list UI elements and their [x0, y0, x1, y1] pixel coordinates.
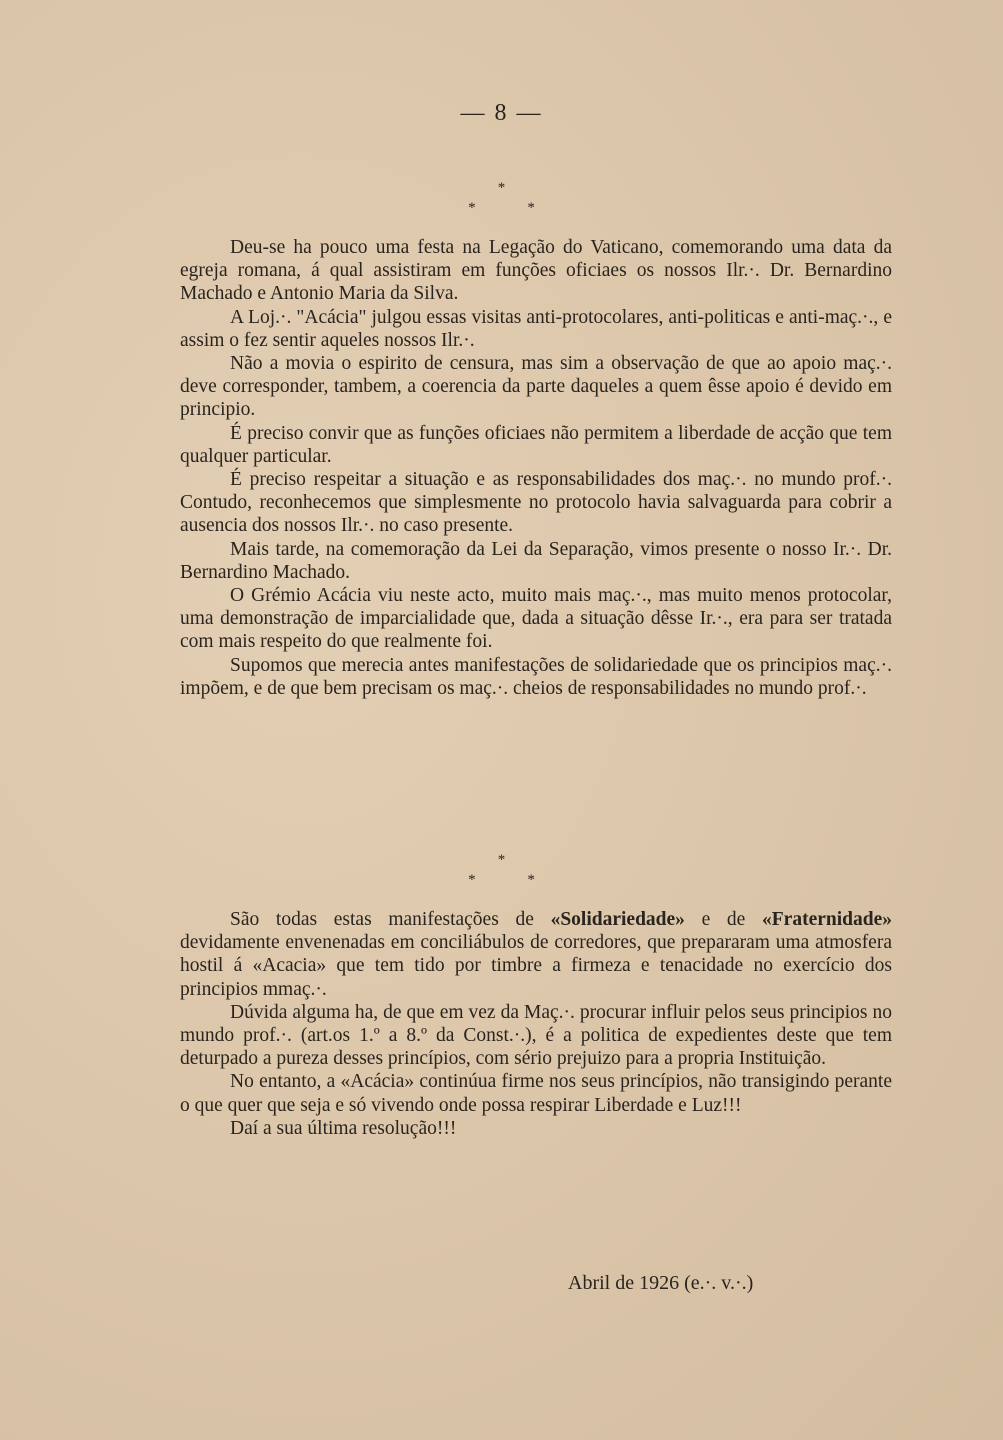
paragraph: É preciso convir que as funções oficiaes não permitem a liberdade de acção que tem qualquer particular. [180, 422, 892, 467]
ornament-asterisks [0, 850, 1003, 890]
paragraph [180, 908, 892, 1001]
text: e de [684, 909, 763, 930]
text: devidamente envenenadas em conciliábulos de corredores, que prepararam uma atmosfera hostil á «Acacia» que tem tido por timbre a firmeza e tenacidade no exercício dos principios mmaç.·. [180, 932, 892, 1000]
paragraph: Não a movia o espirito de censura, mas sim a observação de que ao apoio maç.·. deve corresponder, tambem, a coerencia da parte daqueles a quem êsse apoio é devido em principio. [180, 353, 892, 421]
ornament-bottom-stars: * * [468, 872, 559, 888]
paragraph: Dúvida alguma ha, de que em vez da Maç.·. procurar influir pelos seus principios no mundo prof.·. (art.os 1.º a 8.º da Const.·.), é a politica de expedientes deste que tem deturpado a pureza desses princípios, com sério prejuizo para a propria Instituição. [180, 1001, 892, 1070]
bold-term: «Fraternidade» [762, 909, 892, 930]
bold-term: «Solidariedade» [550, 909, 685, 930]
ornament-asterisks [0, 178, 1003, 218]
paragraph: É preciso respeitar a situação e as responsabilidades dos maç.·. no mundo prof.·. Contudo, reconhecemos que simplesmente no protocolo havia salvaguarda para cobrir a ausencia dos nossos Ilr.·. no caso presente. [180, 469, 892, 537]
paragraph: O Grémio Acácia viu neste acto, muito mais maç.·., mas muito menos protocolar, uma demonstração de imparcialidade que, dada a situação dêsse Ir.·., era para ser tratada com mais respeito do que realmente foi. [180, 585, 892, 653]
paragraph: Deu-se ha pouco uma festa na Legação do Vaticano, comemorando uma data da egreja romana, á qual assistiram em funções oficiaes os nossos Ilr.·. Dr. Bernardino Machado e Antonio Maria da Silva. [180, 237, 892, 305]
page-number: — 8 — [460, 100, 543, 126]
paragraph: Supomos que merecia antes manifestações de solidariedade que os principios maç.·. impõem, e de que bem precisam os maç.·. cheios de responsabilidades no mundo prof.·. [180, 654, 892, 699]
date-signature: Abril de 1926 (e.·. v.·.) [568, 1272, 754, 1294]
text: São todas estas manifestações de [230, 909, 551, 930]
ornament-bottom-stars: * * [468, 200, 559, 216]
section-solidariedade [180, 908, 892, 1140]
paragraph: A Loj.·. "Acácia" julgou essas visitas anti-protocolares, anti-politicas e anti-maç.·., e assim o fez sentir aqueles nossos Ilr.·. [180, 306, 892, 351]
paragraph: Mais tarde, na comemoração da Lei da Separação, vimos presente o nosso Ir.·. Dr. Bernardino Machado. [180, 538, 892, 583]
ornament-top-star: * [497, 852, 506, 868]
ornament-top-star: * [497, 180, 506, 196]
paragraph: Daí a sua última resolução!!! [230, 1117, 457, 1139]
paragraph: No entanto, a «Acácia» continúua firme nos seus princípios, não transigindo perante o que quer que seja e só vivendo onde possa respirar Liberdade e Luz!!! [180, 1071, 892, 1116]
section-vaticano [180, 236, 892, 700]
